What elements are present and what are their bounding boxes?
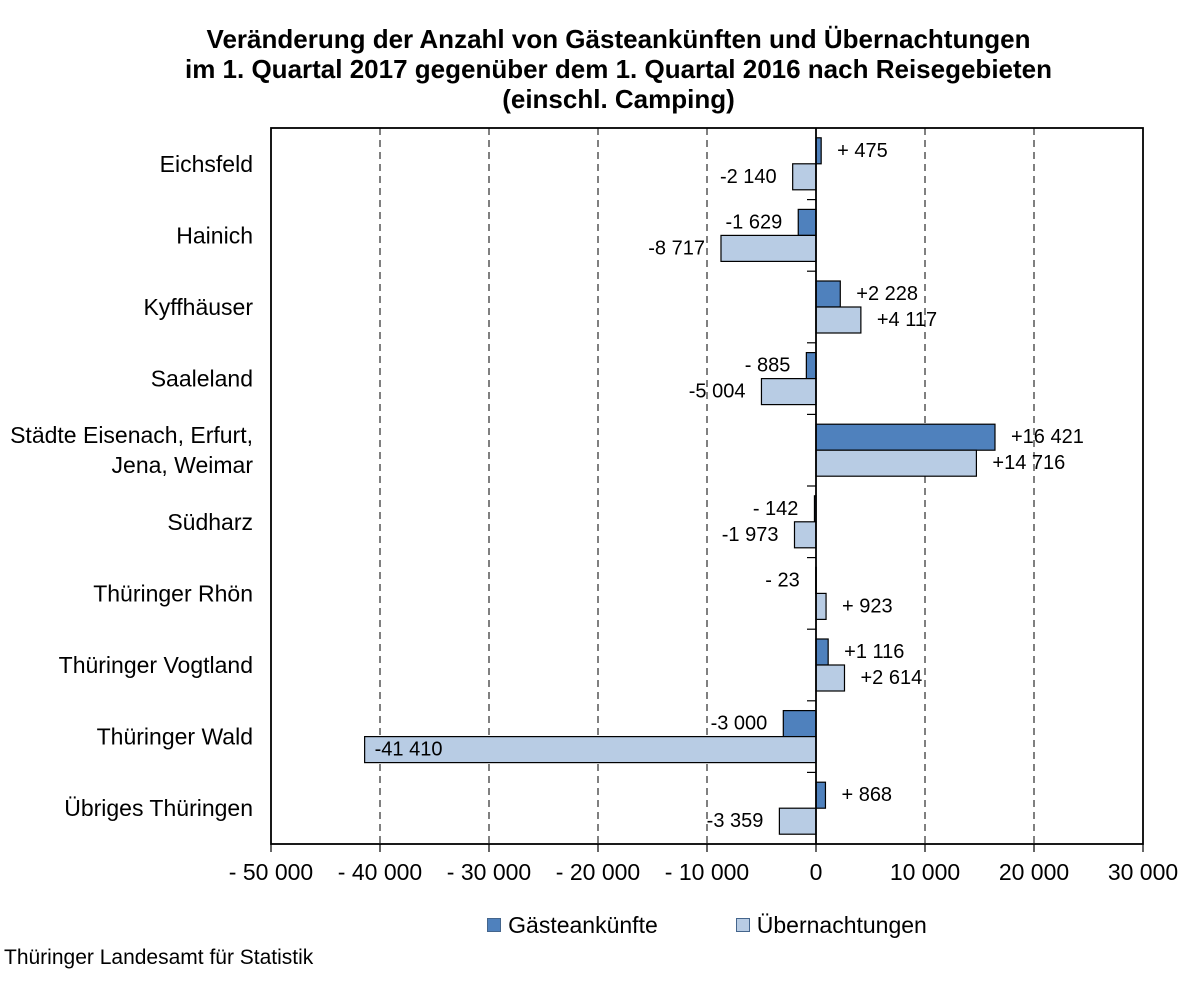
bar-gaesteankuenfte xyxy=(816,782,825,808)
value-label: -5 004 xyxy=(688,380,746,403)
legend-item-uebernachtungen xyxy=(736,912,927,939)
legend-label-uebernachtungen: Übernachtungen xyxy=(756,911,927,938)
axis-tick-label: 10 000 xyxy=(889,859,961,885)
value-label: +1 116 xyxy=(844,641,905,663)
bar-uebernachtungen xyxy=(816,307,861,333)
bar-uebernachtungen xyxy=(816,593,826,619)
axis-tick-label: 0 xyxy=(809,859,823,885)
source-note: Thüringer Landesamt für Statistik xyxy=(4,946,314,969)
category-label: Kyffhäuser xyxy=(143,294,253,320)
bar-gaesteankuenfte xyxy=(816,281,840,307)
value-label: +2 228 xyxy=(856,283,919,305)
axis-tick-label: - 50 000 xyxy=(228,859,314,885)
axis-tick-label: - 20 000 xyxy=(555,859,641,885)
bar-uebernachtungen xyxy=(816,450,976,476)
bar-uebernachtungen xyxy=(721,235,816,261)
value-label: - 885 xyxy=(744,354,791,377)
value-label: - 23 xyxy=(765,569,800,592)
value-label: + 923 xyxy=(842,595,893,618)
axis-tick-label: 20 000 xyxy=(998,859,1070,885)
value-label: -3 359 xyxy=(706,810,764,833)
bar-uebernachtungen xyxy=(779,808,816,834)
bar-gaesteankuenfte xyxy=(783,711,816,737)
category-label: Thüringer Wald xyxy=(96,723,253,750)
bar-uebernachtungen xyxy=(794,522,816,548)
axis-tick-label: 30 000 xyxy=(1107,859,1179,885)
category-label: Eichsfeld xyxy=(159,150,253,177)
category-label: Saaleland xyxy=(150,365,253,392)
bar-gaesteankuenfte xyxy=(806,353,816,379)
bar-gaesteankuenfte xyxy=(816,424,995,450)
value-label: +16 421 xyxy=(1010,426,1084,449)
axis-tick-label: - 10 000 xyxy=(664,859,750,885)
bar-uebernachtungen xyxy=(793,164,816,190)
chart-title-line-3: (einschl. Camping) xyxy=(502,84,735,114)
value-label: +14 716 xyxy=(992,452,1066,475)
axis-tick-label: - 30 000 xyxy=(446,859,532,885)
category-label: Südharz xyxy=(167,508,253,535)
bar-gaesteankuenfte xyxy=(816,639,828,665)
value-label: -1 973 xyxy=(721,523,779,546)
legend-item-gaesteankuenfte xyxy=(487,912,658,939)
value-label: + 475 xyxy=(837,139,888,162)
chart-title-line-2: im 1. Quartal 2017 gegenüber dem 1. Quartal 2016 nach Reisegebieten xyxy=(184,54,1052,84)
category-label: Hainich xyxy=(176,222,253,249)
category-label: Städte Eisenach, Erfurt, Jena, Weimar xyxy=(10,422,253,479)
category-label: Übriges Thüringen xyxy=(64,795,253,822)
value-label: +4 117 xyxy=(876,309,938,331)
value-label: - 142 xyxy=(752,497,799,520)
value-label: -2 140 xyxy=(719,165,777,188)
bar-uebernachtungen xyxy=(761,379,816,405)
value-label: -1 629 xyxy=(725,211,783,234)
bar-uebernachtungen xyxy=(816,665,844,691)
chart-title-line-1: Veränderung der Anzahl von Gästeankünften und Übernachtungen xyxy=(206,24,1031,54)
category-label: Thüringer Rhön xyxy=(93,580,253,607)
legend-label-gaesteankuenfte: Gästeankünfte xyxy=(508,911,658,938)
legend xyxy=(271,908,1143,942)
value-label: -41 410 xyxy=(374,738,443,761)
category-label: Thüringer Vogtland xyxy=(58,652,253,678)
axis-tick-label: - 40 000 xyxy=(337,859,423,885)
value-label: -3 000 xyxy=(710,712,768,735)
value-label: + 868 xyxy=(841,784,893,807)
legend-swatch-uebernachtungen xyxy=(736,918,750,932)
value-label: -8 717 xyxy=(648,237,705,260)
bar-gaesteankuenfte xyxy=(798,209,816,235)
value-label: +2 614 xyxy=(860,667,923,689)
legend-swatch-gaesteankuenfte xyxy=(487,918,501,932)
